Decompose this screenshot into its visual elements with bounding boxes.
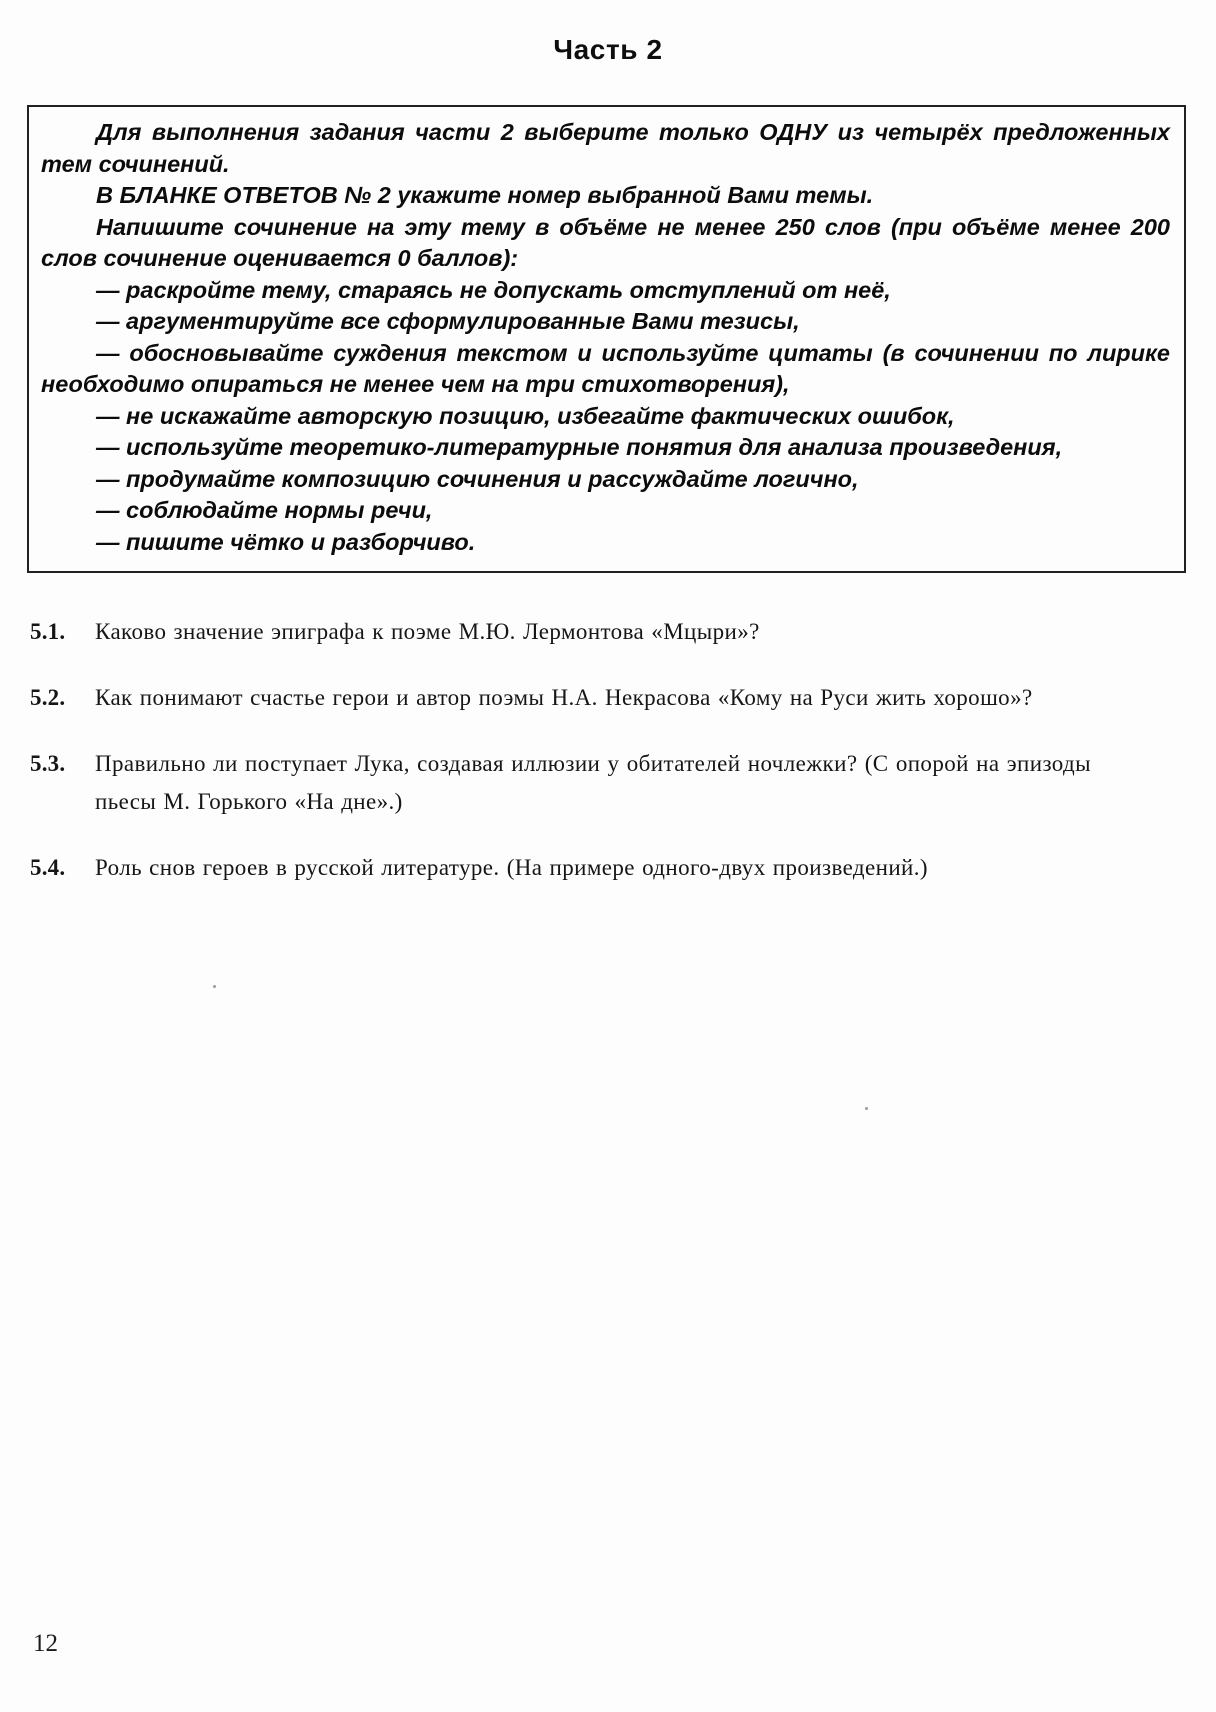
topic-text: Правильно ли поступает Лука, создавая иллюзии у обитателей ночлежки? (С опорой на эпизоды пьесы М. Горького «На дне».) [95, 751, 1091, 814]
topic-number: 5.1. [30, 619, 66, 644]
scan-speck [213, 985, 216, 988]
scan-speck [865, 1107, 868, 1110]
topic-item [0, 613, 1216, 651]
instruction-bullet: — обосновывайте суждения текстом и используйте цитаты (в сочинении по лирике необходимо опираться не менее чем на три стихотворения), [41, 339, 1170, 397]
instruction-bullet: — используйте теоретико-литературные понятия для анализа произведения, [96, 434, 1063, 460]
topic-text: Как понимают счастье герои и автор поэмы Н.А. Некрасова «Кому на Руси жить хорошо»? [95, 685, 1033, 710]
instruction-bullet: — продумайте композицию сочинения и рассуждайте логично, [96, 465, 859, 492]
instruction-bullet: — раскройте тему, стараясь не допускать отступлений от неё, [96, 276, 891, 303]
topic-item [0, 849, 1216, 887]
instruction-bullet: — не искажайте авторскую позицию, избегайте фактических ошибок, [96, 402, 955, 429]
topics-list [0, 613, 1216, 887]
instruction-bullet: — пишите чётко и разборчиво. [96, 528, 476, 555]
topic-number: 5.4. [30, 855, 66, 880]
page-number: 12 [33, 1630, 58, 1657]
instruction-bullet: — соблюдайте нормы речи, [96, 497, 433, 523]
topic-text: Каково значение эпиграфа к поэме М.Ю. Лермонтова «Мцыри»? [95, 619, 760, 644]
topic-number: 5.2. [30, 685, 66, 710]
page-title: Часть 2 [553, 34, 663, 65]
topic-text: Роль снов героев в русской литературе. (На примере одного-двух произведений.) [95, 855, 928, 880]
topic-number: 5.3. [30, 751, 66, 776]
instructions-box [27, 105, 1186, 573]
instruction-paragraph: Для выполнения задания части 2 выберите только ОДНУ из четырёх предложенных тем сочинений. [41, 119, 1170, 177]
topic-item [0, 679, 1216, 717]
instruction-paragraph: В БЛАНКЕ ОТВЕТОВ № 2 укажите номер выбранной Вами темы. [96, 182, 874, 208]
instruction-bullet: — аргументируйте все сформулированные Вами тезисы, [96, 308, 800, 334]
instruction-paragraph: Напишите сочинение на эту тему в объёме не менее 250 слов (при объёме менее 200 слов сочинение оценивается 0 баллов): [41, 213, 1170, 271]
topic-item [0, 745, 1216, 821]
